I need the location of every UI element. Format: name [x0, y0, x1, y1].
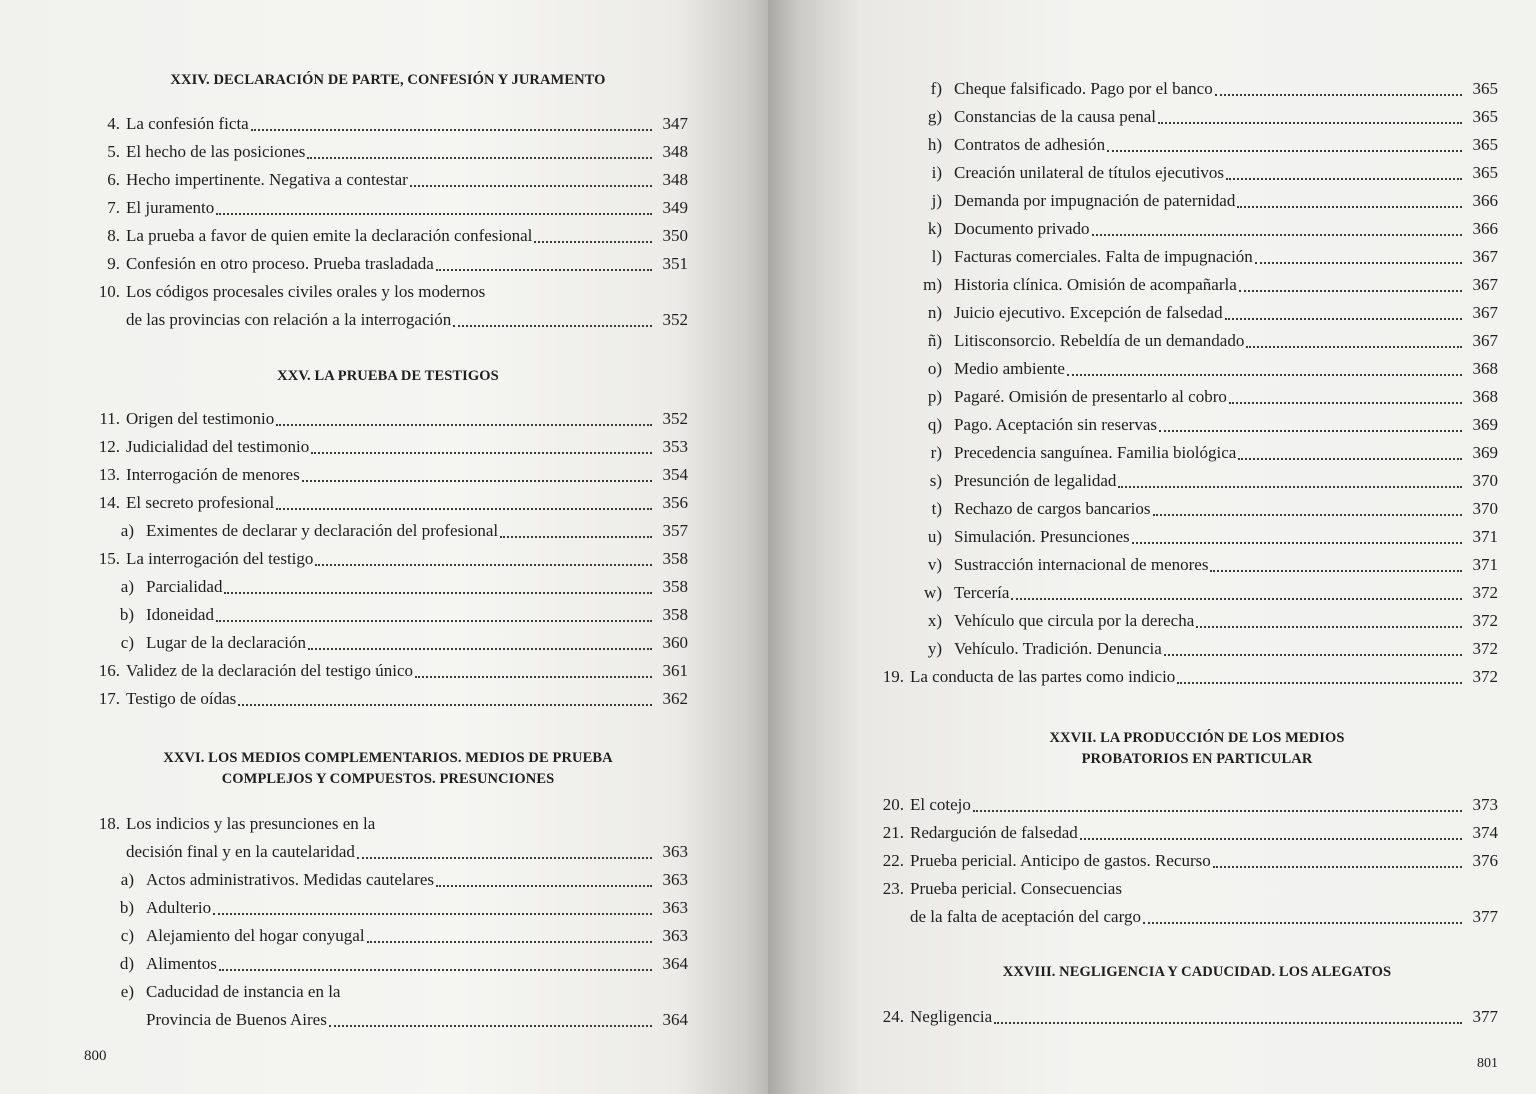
entry-number: 12. [98, 437, 120, 456]
toc-entry[interactable] [88, 433, 688, 461]
entry-page: 368 [1472, 359, 1498, 378]
entry-page: 365 [1472, 163, 1498, 182]
toc-subentry[interactable] [896, 411, 1498, 439]
entry-number: 8. [107, 226, 120, 245]
entry-page: 377 [1472, 1007, 1498, 1026]
dot-leader [216, 620, 652, 622]
dot-leader [224, 592, 652, 594]
dot-leader [315, 564, 652, 566]
entry-title: Litisconsorcio. Rebeldía de un demandado [954, 331, 1245, 350]
entry-letter: b) [119, 605, 134, 624]
entry-letter: c) [120, 926, 134, 945]
toc-entry[interactable] [872, 791, 1498, 819]
entry-letter: f) [930, 79, 942, 98]
entry-letter: a) [120, 577, 134, 596]
toc-subentry[interactable] [896, 635, 1498, 663]
toc-entry[interactable] [88, 110, 688, 138]
entry-letter: k) [927, 219, 942, 238]
entry-letter: x) [927, 611, 942, 630]
toc-entry[interactable] [88, 405, 688, 433]
toc-subentry[interactable] [896, 131, 1498, 159]
section-heading: XXVII. LA PRODUCCIÓN DE LOS MEDIOS [1049, 730, 1345, 746]
toc-entry[interactable] [88, 250, 688, 278]
entry-title: Testigo de oídas [126, 689, 237, 708]
entry-title: Facturas comerciales. Falta de impugnación [954, 247, 1253, 266]
dot-leader [1177, 682, 1462, 684]
entry-number: 10. [98, 282, 120, 301]
toc-entry[interactable] [88, 657, 688, 685]
toc-subentry[interactable] [896, 159, 1498, 187]
entry-title: La interrogación del testigo [126, 549, 314, 568]
entry-page: 376 [1472, 851, 1498, 870]
dot-leader [1092, 234, 1463, 236]
page-number: 800 [84, 1048, 107, 1064]
entry-letter: c) [120, 633, 134, 652]
entry-title: Alimentos [146, 954, 217, 973]
dot-leader [213, 913, 652, 915]
toc-subentry[interactable] [88, 517, 688, 545]
entry-letter: o) [927, 359, 942, 378]
entry-page: 358 [662, 549, 688, 568]
toc-entry[interactable] [872, 1003, 1498, 1031]
entry-page: 374 [1472, 823, 1498, 842]
entry-page: 373 [1472, 795, 1498, 814]
entry-title: Redargución de falsedad [910, 823, 1078, 842]
dot-leader [1210, 570, 1462, 572]
entry-page: 350 [662, 226, 688, 245]
entry-number: 14. [98, 493, 120, 512]
toc-list [872, 1003, 1498, 1031]
entry-page: 363 [662, 926, 688, 945]
entry-page: 367 [1472, 331, 1498, 350]
dot-leader [1215, 94, 1462, 96]
toc-entry[interactable] [88, 461, 688, 489]
entry-title: Vehículo. Tradición. Denuncia [954, 639, 1162, 658]
toc-subentry[interactable] [896, 215, 1498, 243]
toc-entry[interactable] [88, 685, 688, 713]
entry-page: 367 [1472, 275, 1498, 294]
entry-letter: y) [927, 639, 942, 658]
toc-list [872, 791, 1498, 931]
entry-title: Historia clínica. Omisión de acompañarla [954, 275, 1237, 294]
dot-leader [994, 1022, 1462, 1024]
entry-title: Hecho impertinente. Negativa a contestar [126, 170, 408, 189]
entry-page: 349 [662, 198, 688, 217]
entry-page: 357 [662, 521, 688, 540]
entry-title: Caducidad de instancia en la [146, 982, 341, 1001]
entry-title: Idoneidad [146, 605, 214, 624]
toc-subentry[interactable] [896, 75, 1498, 103]
toc-subentry[interactable] [88, 894, 688, 922]
entry-page: 363 [662, 842, 688, 861]
dot-leader [1011, 598, 1462, 600]
entry-title: Demanda por impugnación de paternidad [954, 191, 1236, 210]
dot-leader [1255, 262, 1462, 264]
toc-subentry[interactable] [88, 573, 688, 601]
entry-page: 354 [662, 465, 688, 484]
entry-title: Parcialidad [146, 577, 223, 596]
entry-page: 356 [662, 493, 688, 512]
toc-entry[interactable] [88, 810, 688, 866]
entry-page: 348 [662, 142, 688, 161]
toc-entry[interactable] [88, 278, 688, 334]
entry-page: 358 [662, 605, 688, 624]
toc-subentry[interactable] [896, 467, 1498, 495]
dot-leader [436, 885, 652, 887]
entry-letter: q) [927, 415, 942, 434]
entry-title: Origen del testimonio [126, 409, 275, 428]
entry-number: 21. [882, 823, 904, 842]
dot-leader [973, 810, 1462, 812]
entry-title-continued: de la falta de aceptación del cargo [910, 907, 1141, 926]
toc-entry[interactable] [88, 166, 688, 194]
page-number: 801 [1477, 1056, 1498, 1071]
entry-title-continued: Provincia de Buenos Aires [146, 1010, 327, 1029]
entry-page: 366 [1472, 219, 1498, 238]
toc-list [88, 110, 688, 334]
entry-page: 353 [662, 437, 688, 456]
entry-title: Rechazo de cargos bancarios [954, 499, 1151, 518]
dot-leader [1118, 486, 1462, 488]
dot-leader [1239, 290, 1462, 292]
entry-title: Simulación. Presunciones [954, 527, 1130, 546]
entry-page: 368 [1472, 387, 1498, 406]
entry-number: 16. [98, 661, 120, 680]
dot-leader [238, 704, 652, 706]
entry-page: 360 [662, 633, 688, 652]
dot-leader [1226, 178, 1462, 180]
dot-leader [1196, 626, 1462, 628]
dot-leader [251, 129, 652, 131]
entry-title: Los códigos procesales civiles orales y los modernos [126, 282, 486, 301]
toc-subentry[interactable] [88, 866, 688, 894]
entry-title: El hecho de las posiciones [126, 142, 306, 161]
entry-number: 6. [107, 170, 120, 189]
entry-number: 11. [99, 409, 120, 428]
entry-page: 352 [662, 310, 688, 329]
entry-page: 370 [1472, 471, 1498, 490]
entry-letter: r) [930, 443, 942, 462]
entry-page: 352 [662, 409, 688, 428]
entry-number: 22. [882, 851, 904, 870]
dot-leader [1143, 922, 1462, 924]
toc-entry[interactable] [872, 819, 1498, 847]
dot-leader [1153, 514, 1462, 516]
section-heading: XXVIII. NEGLIGENCIA Y CADUCIDAD. LOS ALEGATOS [1002, 964, 1392, 980]
entry-letter: j) [931, 191, 942, 210]
entry-number: 9. [107, 254, 120, 273]
toc-entry[interactable] [88, 222, 688, 250]
toc-subentry[interactable] [88, 922, 688, 950]
entry-letter: ñ) [927, 331, 942, 350]
entry-letter: u) [927, 527, 942, 546]
entry-title: El secreto profesional [126, 493, 275, 512]
entry-page: 372 [1472, 667, 1498, 686]
entry-page: 362 [662, 689, 688, 708]
toc-entry[interactable] [88, 138, 688, 166]
entry-page: 367 [1472, 247, 1498, 266]
dot-leader [219, 969, 652, 971]
entry-title: Documento privado [954, 219, 1090, 238]
dot-leader [367, 941, 652, 943]
entry-number: 13. [98, 465, 120, 484]
toc-subentry[interactable] [88, 601, 688, 629]
entry-title: La prueba a favor de quien emite la declaración confesional [126, 226, 533, 245]
entry-title: La conducta de las partes como indicio [910, 667, 1176, 686]
entry-letter: s) [929, 471, 942, 490]
entry-number: 7. [107, 198, 120, 217]
toc-entry[interactable] [872, 847, 1498, 875]
entry-title: Sustracción internacional de menores [954, 555, 1209, 574]
toc-subentry[interactable] [896, 383, 1498, 411]
entry-title: Juicio ejecutivo. Excepción de falsedad [954, 303, 1223, 322]
entry-page: 365 [1472, 135, 1498, 154]
entry-page: 351 [662, 254, 688, 273]
dot-leader [1237, 206, 1462, 208]
entry-title: Validez de la declaración del testigo único [126, 661, 413, 680]
entry-page: 377 [1472, 907, 1498, 926]
toc-subentry[interactable] [896, 551, 1498, 579]
entry-title: Creación unilateral de títulos ejecutivos [954, 163, 1225, 182]
toc-subentry[interactable] [896, 355, 1498, 383]
dot-leader [1080, 838, 1462, 840]
entry-page: 364 [662, 1010, 688, 1029]
entry-number: 5. [107, 142, 120, 161]
dot-leader [1107, 150, 1462, 152]
dot-leader [1229, 402, 1462, 404]
dot-leader [329, 1025, 652, 1027]
toc-list [882, 75, 1498, 691]
dot-leader [311, 452, 652, 454]
entry-page: 348 [662, 170, 688, 189]
entry-letter: n) [927, 303, 942, 322]
entry-number: 15. [98, 549, 120, 568]
toc-entry[interactable] [88, 194, 688, 222]
entry-page: 372 [1472, 611, 1498, 630]
dot-leader [1132, 542, 1462, 544]
dot-leader [453, 325, 652, 327]
entry-title: El cotejo [910, 795, 971, 814]
entry-number: 4. [107, 114, 120, 133]
entry-title: Los indicios y las presunciones en la [126, 814, 376, 833]
toc-list [88, 405, 688, 713]
entry-page: 367 [1472, 303, 1498, 322]
entry-page: 369 [1472, 443, 1498, 462]
entry-title-continued: decisión final y en la cautelaridad [126, 842, 355, 861]
entry-letter: b) [119, 898, 134, 917]
entry-title: Pago. Aceptación sin reservas [954, 415, 1157, 434]
dot-leader [1213, 866, 1462, 868]
entry-title: Adulterio [146, 898, 212, 917]
entry-title: Prueba pericial. Anticipo de gastos. Recurso [910, 851, 1211, 870]
entry-number: 19. [882, 667, 904, 686]
dot-leader [1158, 122, 1462, 124]
entry-number: 23. [882, 879, 904, 898]
entry-title: Contratos de adhesión [954, 135, 1106, 154]
entry-letter: g) [927, 107, 942, 126]
entry-page: 347 [662, 114, 688, 133]
entry-title: Negligencia [910, 1007, 993, 1026]
entry-title: Prueba pericial. Consecuencias [910, 879, 1122, 898]
toc-subentry[interactable] [896, 495, 1498, 523]
dot-leader [307, 157, 652, 159]
dot-leader [415, 676, 652, 678]
entry-letter: m) [923, 275, 942, 294]
toc-subentry[interactable] [896, 327, 1498, 355]
toc-entry[interactable] [88, 545, 688, 573]
entry-letter: v) [927, 555, 942, 574]
toc-subentry[interactable] [896, 299, 1498, 327]
toc-subentry[interactable] [896, 271, 1498, 299]
entry-title-continued: de las provincias con relación a la interrogación [126, 310, 452, 329]
entry-number: 20. [882, 795, 904, 814]
toc-subentry[interactable] [896, 523, 1498, 551]
entry-page: 369 [1472, 415, 1498, 434]
dot-leader [1225, 318, 1462, 320]
toc-entry[interactable] [88, 489, 688, 517]
dot-leader [1159, 430, 1462, 432]
dot-leader [1238, 458, 1462, 460]
entry-title: Alejamiento del hogar conyugal [146, 926, 365, 945]
entry-title: Presunción de legalidad [954, 471, 1117, 490]
entry-letter: e) [120, 982, 134, 1001]
entry-page: 366 [1472, 191, 1498, 210]
entry-letter: t) [931, 499, 942, 518]
toc-subentry[interactable] [88, 629, 688, 657]
toc-subentry[interactable] [896, 187, 1498, 215]
toc-subentry[interactable] [896, 439, 1498, 467]
entry-page: 363 [662, 898, 688, 917]
dot-leader [1067, 374, 1462, 376]
dot-leader [436, 269, 652, 271]
dot-leader [410, 185, 652, 187]
dot-leader [276, 424, 652, 426]
entry-page: 358 [662, 577, 688, 596]
dot-leader [500, 536, 652, 538]
section-heading-block [896, 728, 1498, 770]
right-page [768, 0, 1536, 1094]
section-heading: XXVI. LOS MEDIOS COMPLEMENTARIOS. MEDIOS DE PRUEBA [163, 750, 613, 766]
entry-page: 364 [662, 954, 688, 973]
entry-title: Vehículo que circula por la derecha [954, 611, 1195, 630]
entry-title: Pagaré. Omisión de presentarlo al cobro [954, 387, 1227, 406]
entry-title: Cheque falsificado. Pago por el banco [954, 79, 1213, 98]
section-heading-block [88, 748, 688, 790]
entry-letter: p) [927, 387, 942, 406]
entry-page: 370 [1472, 499, 1498, 518]
toc-subentry[interactable] [896, 579, 1498, 607]
entry-page: 363 [662, 870, 688, 889]
entry-number: 17. [98, 689, 120, 708]
entry-title: Tercería [954, 583, 1010, 602]
dot-leader [357, 857, 652, 859]
dot-leader [1246, 346, 1462, 348]
dot-leader [302, 480, 652, 482]
toc-subentry[interactable] [88, 978, 688, 1034]
toc-subentry[interactable] [88, 950, 688, 978]
entry-letter: l) [931, 247, 942, 266]
entry-number: 18. [98, 814, 120, 833]
section-heading: XXIV. DECLARACIÓN DE PARTE, CONFESIÓN Y JURAMENTO [170, 72, 606, 88]
entry-letter: a) [120, 521, 134, 540]
entry-title: Eximentes de declarar y declaración del profesional [146, 521, 499, 540]
entry-title: Actos administrativos. Medidas cautelares [146, 870, 434, 889]
entry-title: Constancias de la causa penal [954, 107, 1157, 126]
entry-title: El juramento [126, 198, 215, 217]
toc-entry[interactable] [872, 663, 1498, 691]
entry-page: 361 [662, 661, 688, 680]
entry-title: Precedencia sanguínea. Familia biológica [954, 443, 1237, 462]
entry-page: 365 [1472, 107, 1498, 126]
dot-leader [534, 241, 652, 243]
entry-title: La confesión ficta [126, 114, 249, 133]
entry-page: 372 [1472, 583, 1498, 602]
entry-letter: w) [924, 583, 942, 602]
entry-title: Interrogación de menores [126, 465, 300, 484]
entry-page: 365 [1472, 79, 1498, 98]
toc-subentry[interactable] [896, 243, 1498, 271]
entry-letter: d) [119, 954, 134, 973]
dot-leader [1164, 654, 1462, 656]
entry-page: 371 [1472, 555, 1498, 574]
entry-page: 372 [1472, 639, 1498, 658]
entry-page: 371 [1472, 527, 1498, 546]
section-heading-line-2: COMPLEJOS Y COMPUESTOS. PRESUNCIONES [221, 771, 555, 787]
entry-title: Lugar de la declaración [146, 633, 306, 652]
entry-title: Judicialidad del testimonio [126, 437, 310, 456]
toc-entry[interactable] [872, 875, 1498, 931]
toc-subentry[interactable] [896, 607, 1498, 635]
entry-title: Medio ambiente [954, 359, 1065, 378]
dot-leader [308, 648, 652, 650]
dot-leader [216, 213, 652, 215]
entry-letter: i) [931, 163, 942, 182]
entry-title: Confesión en otro proceso. Prueba trasladada [126, 254, 434, 273]
entry-letter: h) [927, 135, 942, 154]
dot-leader [276, 508, 652, 510]
toc-list [88, 810, 688, 1034]
entry-number: 24. [882, 1007, 904, 1026]
entry-letter: a) [120, 870, 134, 889]
toc-subentry[interactable] [896, 103, 1498, 131]
section-heading-line-2: PROBATORIOS EN PARTICULAR [1081, 751, 1313, 767]
section-heading: XXV. LA PRUEBA DE TESTIGOS [277, 368, 499, 384]
